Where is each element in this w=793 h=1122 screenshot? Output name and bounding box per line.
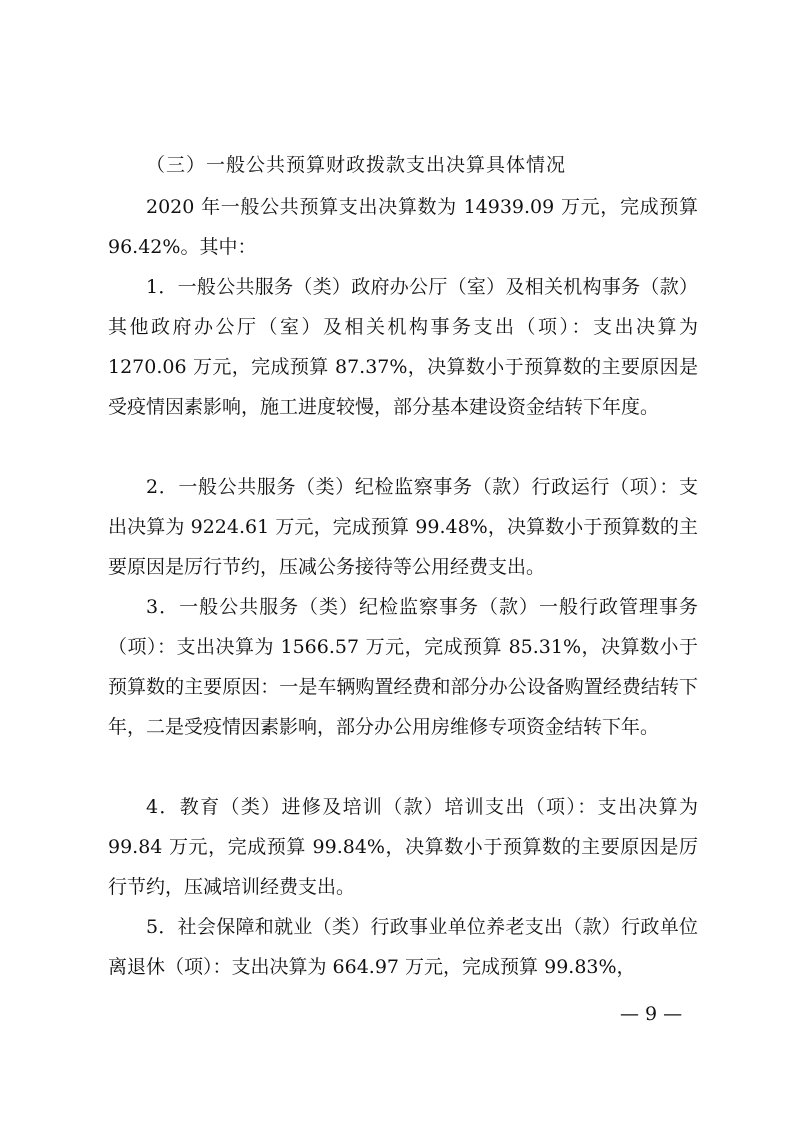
page-number: — 9 — [620,1003,683,1025]
paragraph-item-4: 4．教育（类）进修及培训（款）培训支出（项）：支出决算为 99.84 万元，完成预算 99.84%，决算数小于预算数的主要原因是厉行节约，压减培训经费支出。 [108,796,698,898]
section-heading: （三）一般公共预算财政拨款支出决算具体情况 [146,154,567,176]
paragraph-summary: 2020 年一般公共预算支出决算数为 14939.09 万元，完成预算 96.42%。其中： [108,196,698,258]
paragraph-item-2: 2．一般公共服务（类）纪检监察事务（款）行政运行（项）：支出决算为 9224.61 万元，完成预算 99.48%，决算数小于预算数的主要原因是厉行节约，压减公务接待等公用经费支出。 [108,476,698,578]
paragraph-item-1: 1．一般公共服务（类）政府办公厅（室）及相关机构事务（款）其他政府办公厅（室）及相关机构事务支出（项）：支出决算为 1270.06 万元，完成预算 87.37%，决算数小于预算数的主要原因是受疫情因素影响，施工进度较慢，部分基本建设资金结转下年度。 [108,276,698,418]
paragraph-item-3: 3．一般公共服务（类）纪检监察事务（款）一般行政管理事务（项）：支出决算为 1566.57 万元，完成预算 85.31%，决算数小于预算数的主要原因：一是车辆购置经费和部分办公设备购置经费结转下年，二是受疫情因素影响，部分办公用房维修专项资金结转下年。 [108,596,698,738]
paragraph-item-5: 5．社会保障和就业（类）行政事业单位养老支出（款）行政单位离退休（项）：支出决算为 664.97 万元，完成预算 99.83%， [108,916,698,978]
